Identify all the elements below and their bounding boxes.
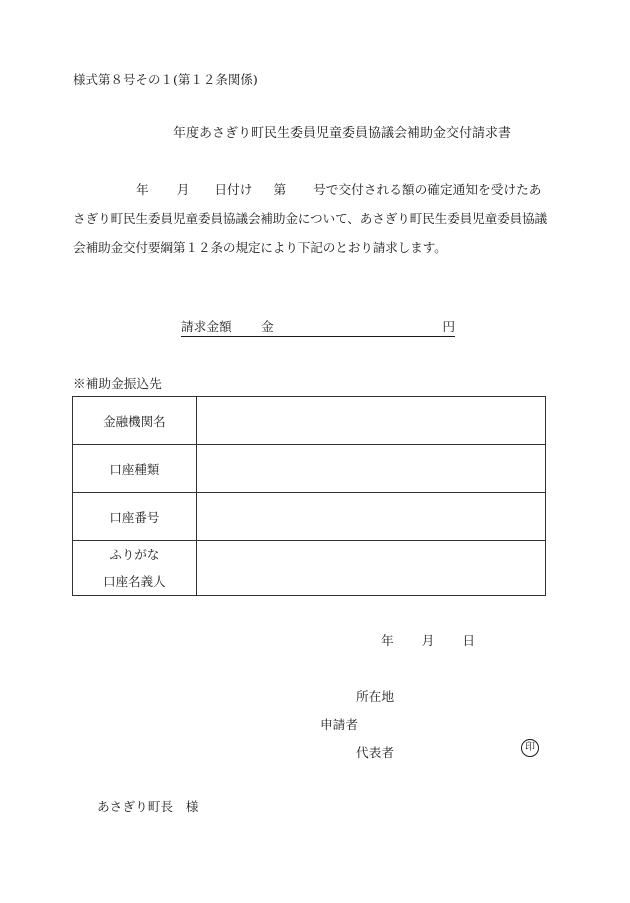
date-year: 年 [381,633,394,648]
paragraph-line-2: さぎり町民生委員児童委員協議会補助金について、あさぎり町民生委員児童委員協議 [73,211,548,226]
date-line [381,630,475,649]
table-row [73,493,546,541]
line1-rest: 号で交付される額の確定通知を受けたあ [313,182,542,197]
month-label: 月 [176,182,190,197]
account-type-field[interactable] [196,445,545,493]
table-row [73,541,546,596]
account-type-label: 口座種類 [73,445,197,493]
request-paragraph [73,175,557,262]
table-row [73,397,546,445]
amount-unit: 円 [442,319,455,334]
account-holder-label [73,541,197,596]
account-holder-field[interactable] [196,541,545,596]
bank-section-heading: ※補助金振込先 [73,376,162,391]
furigana-label: ふりがな [109,547,160,562]
paragraph-line-3: 会補助金交付要綱第１２条の規定により下記のとおり請求します。 [73,240,447,255]
form-number: 様式第８号その１(第１２条関係) [73,72,258,87]
seal-mark: 印 [521,739,539,757]
amount-prefix: 金 [261,319,274,334]
account-number-label: 口座番号 [73,493,197,541]
representative-label: 代表者 [356,745,395,760]
account-holder-name-label: 口座名義人 [103,574,166,589]
table-row [73,445,546,493]
paragraph-line-1 [73,175,557,204]
applicant-label: 申請者 [320,717,359,732]
address-label: 所在地 [356,689,395,704]
amount-label: 請求金額 [181,319,232,334]
year-label: 年 [136,182,149,197]
addressee: あさぎり町長 様 [97,799,199,814]
number-prefix: 第 [273,182,287,197]
account-number-field[interactable] [196,493,545,541]
document-title: 年度あさぎり町民生委員児童委員協議会補助金交付請求書 [173,126,512,141]
date-day: 日 [462,633,476,648]
request-amount-line [181,316,455,337]
bank-account-table [72,396,546,596]
day-label: 日付け [214,182,253,197]
date-month: 月 [421,633,435,648]
bank-name-label: 金融機関名 [73,397,197,445]
bank-name-field[interactable] [196,397,545,445]
